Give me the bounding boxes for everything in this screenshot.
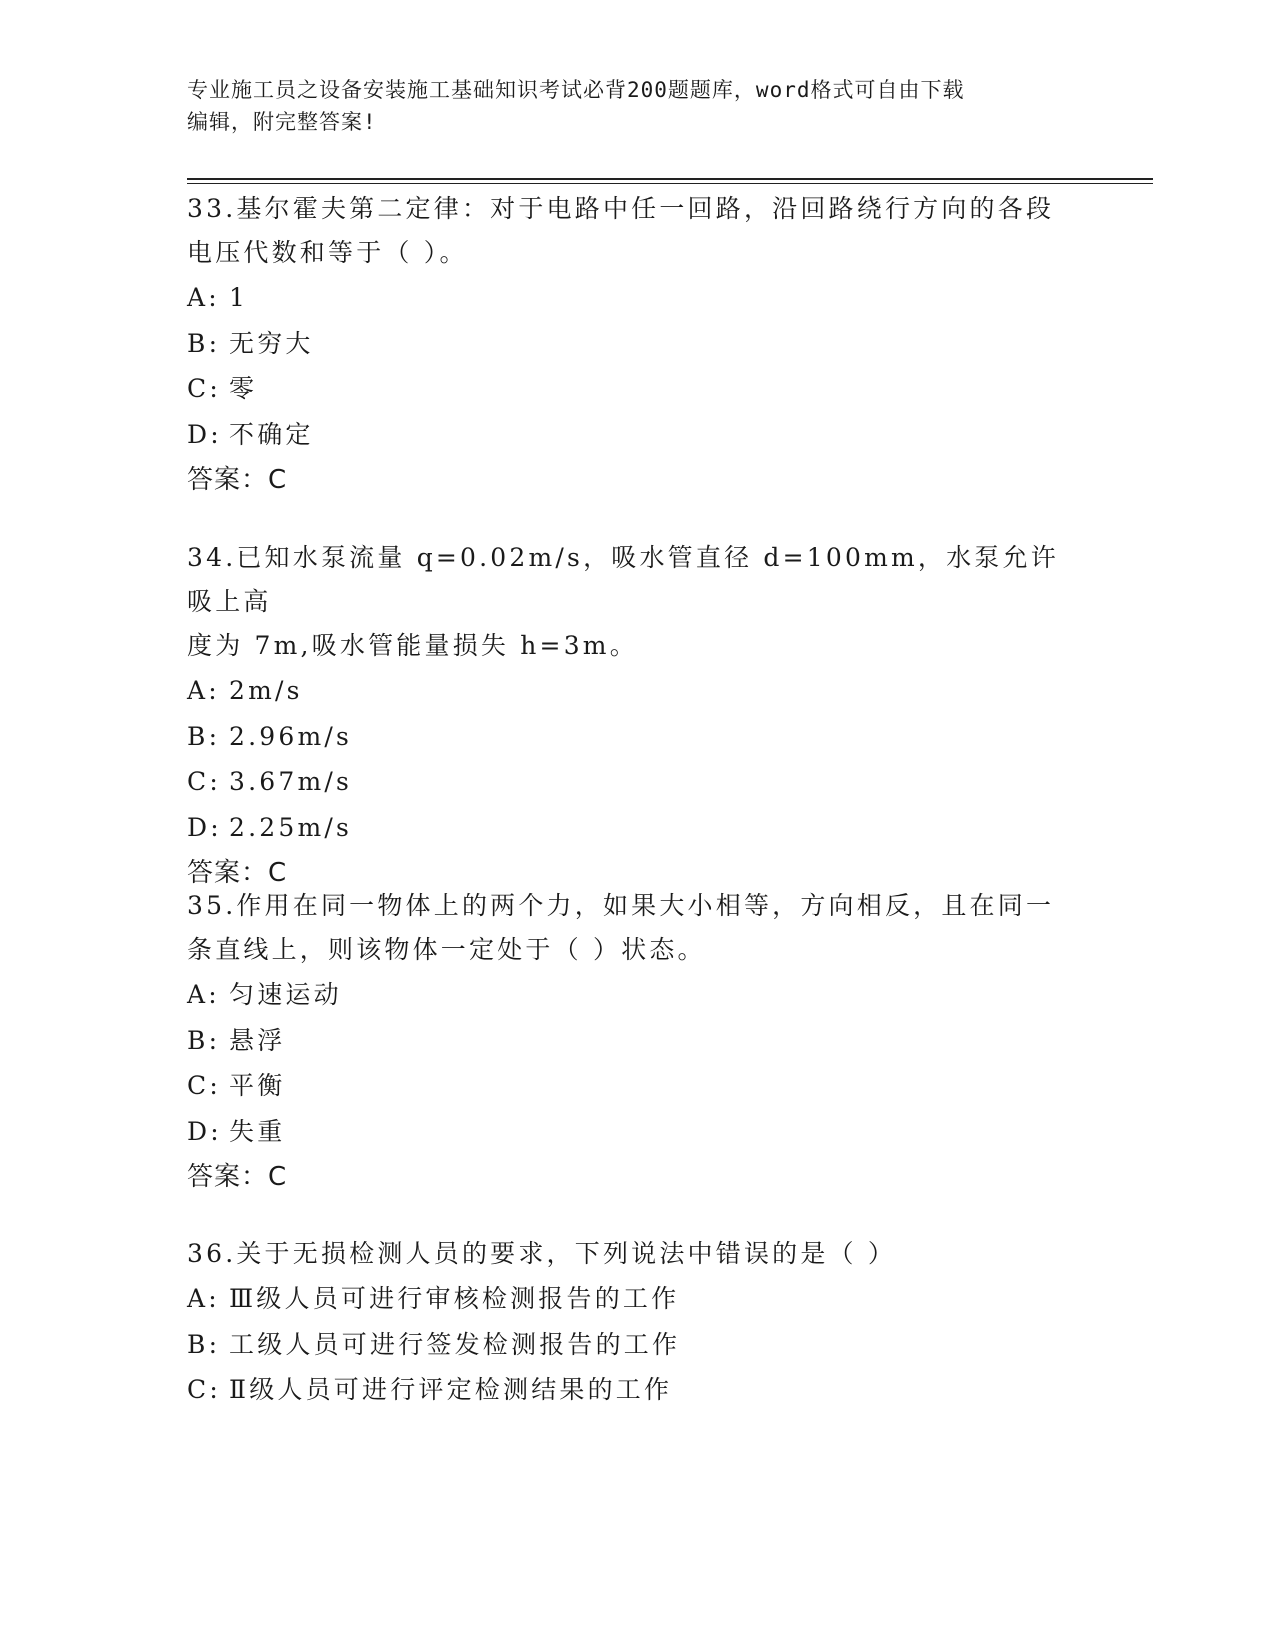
option-text: 零 xyxy=(229,374,258,403)
option-a xyxy=(187,668,1087,714)
question-text-line: 34.已知水泵流量 q=0.02m/s，吸水管直径 d=100mm，水泵允许吸上高 xyxy=(187,543,1059,616)
option-letter: B: xyxy=(187,1329,221,1359)
option-letter: C: xyxy=(187,1071,221,1100)
option-c xyxy=(187,1063,1087,1109)
option-a xyxy=(187,1276,1087,1322)
option-text: 不确定 xyxy=(229,419,314,449)
option-letter: D: xyxy=(187,419,222,449)
option-text: Ⅱ级人员可进行评定检测结果的工作 xyxy=(229,1375,673,1404)
header-divider-thin xyxy=(187,183,1153,184)
option-d xyxy=(187,805,1087,851)
option-letter: D: xyxy=(187,1116,222,1146)
header-divider-thick xyxy=(187,178,1153,180)
option-text: 1 xyxy=(229,283,249,312)
question-34 xyxy=(187,536,1087,896)
question-text-line: 35.作用在同一物体上的两个力，如果大小相等，方向相反，且在同一 xyxy=(187,891,1055,920)
document-header xyxy=(187,74,1067,138)
option-text: 无穷大 xyxy=(229,328,314,358)
option-c xyxy=(187,366,1087,412)
option-letter: B: xyxy=(187,1025,221,1055)
answer-line: 答案：C xyxy=(187,1162,288,1192)
question-text-line: 度为 7m,吸水管能量损失 h=3m。 xyxy=(187,631,638,660)
option-c xyxy=(187,759,1087,805)
option-b xyxy=(187,321,1087,367)
option-text: 悬浮 xyxy=(229,1025,286,1055)
question-33 xyxy=(187,187,1087,503)
option-letter: A: xyxy=(187,980,220,1009)
header-title-line-2: 编辑，附完整答案! xyxy=(187,110,377,134)
option-b xyxy=(187,1322,1087,1368)
option-text: Ⅲ级人员可进行审核检测报告的工作 xyxy=(229,1284,680,1313)
option-letter: B: xyxy=(187,328,221,358)
option-d xyxy=(187,412,1087,458)
option-text: 工级人员可进行签发检测报告的工作 xyxy=(229,1329,681,1359)
option-letter: B: xyxy=(187,721,221,751)
question-text-line: 36.关于无损检测人员的要求，下列说法中错误的是（ ） xyxy=(187,1239,897,1268)
option-text: 平衡 xyxy=(229,1071,286,1100)
option-letter: C: xyxy=(187,767,221,796)
option-text: 匀速运动 xyxy=(229,980,342,1009)
option-text: 2.25m/s xyxy=(229,812,353,842)
option-letter: C: xyxy=(187,1375,221,1404)
option-d xyxy=(187,1109,1087,1155)
option-b xyxy=(187,1018,1087,1064)
answer-line: 答案：C xyxy=(187,858,288,888)
option-a xyxy=(187,972,1087,1018)
option-a xyxy=(187,275,1087,321)
question-35 xyxy=(187,884,1087,1200)
option-letter: A: xyxy=(187,283,220,312)
option-text: 2.96m/s xyxy=(229,721,353,751)
option-b xyxy=(187,714,1087,760)
option-letter: A: xyxy=(187,1284,220,1313)
question-36 xyxy=(187,1232,1087,1413)
option-letter: A: xyxy=(187,676,220,705)
question-text-line: 条直线上，则该物体一定处于（ ）状态。 xyxy=(187,935,706,964)
header-title-line-1: 专业施工员之设备安装施工基础知识考试必背200题题库，word格式可自由下载 xyxy=(187,78,965,102)
option-text: 失重 xyxy=(229,1116,286,1146)
question-text-line: 33.基尔霍夫第二定律：对于电路中任一回路，沿回路绕行方向的各段 xyxy=(187,194,1055,223)
option-letter: C: xyxy=(187,374,221,403)
answer-line: 答案：C xyxy=(187,465,288,495)
option-letter: D: xyxy=(187,812,222,842)
option-text: 2m/s xyxy=(229,676,303,705)
question-text-line: 电压代数和等于（ ）。 xyxy=(187,238,468,267)
option-text: 3.67m/s xyxy=(229,767,353,796)
option-c xyxy=(187,1367,1087,1413)
